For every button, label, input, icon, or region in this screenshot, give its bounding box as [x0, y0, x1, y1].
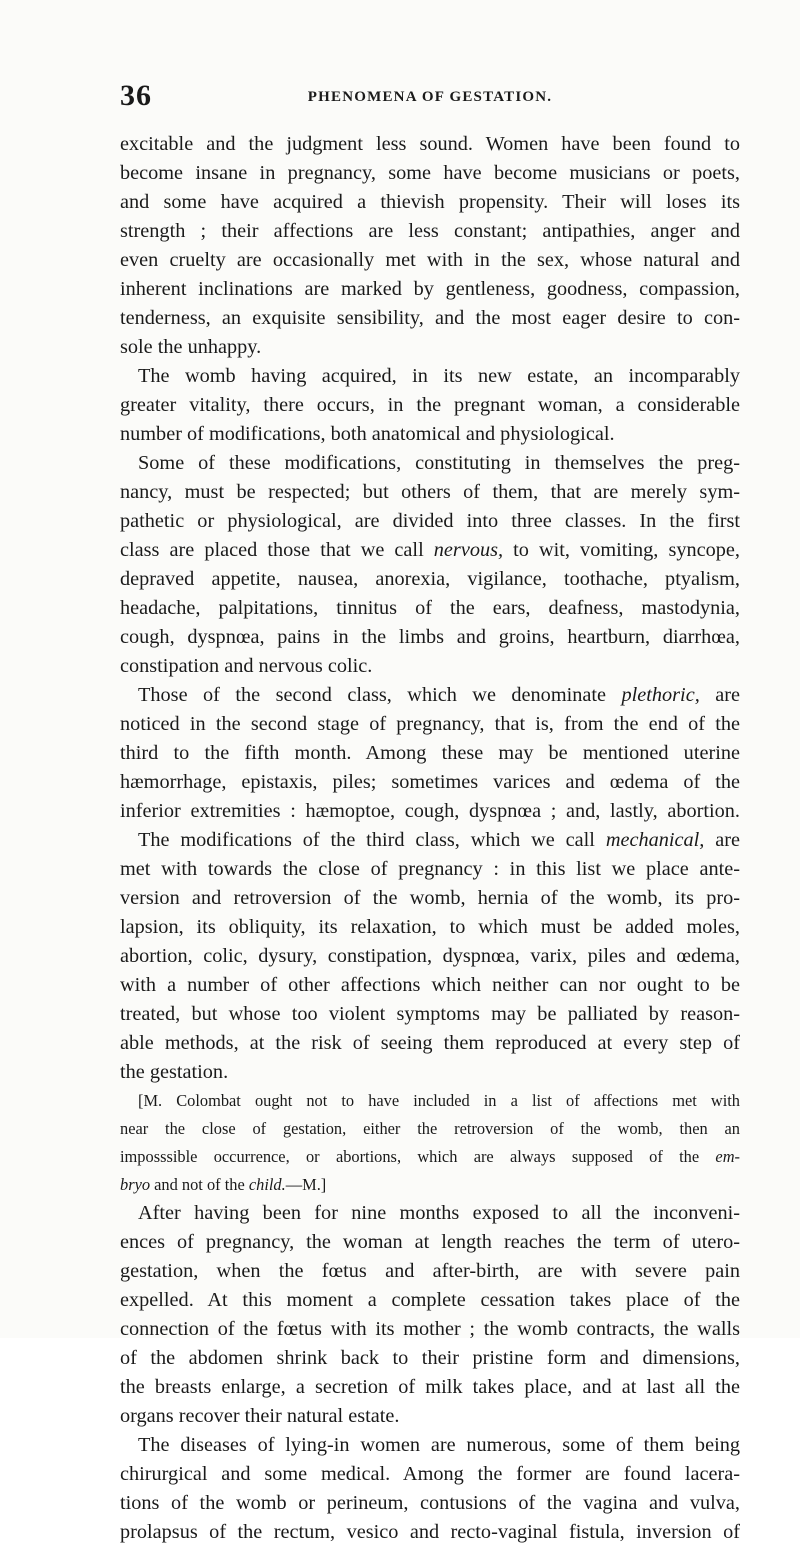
text-line: lapsion, its obliquity, its relaxation, to which must be added moles,: [120, 916, 740, 938]
text-line: with a number of other affections which neither can nor ought to be: [120, 974, 740, 996]
page-number: 36: [120, 79, 152, 112]
line-text: class are placed those that we call: [120, 539, 424, 561]
text-line: connection of the fœtus with its mother ; the womb contracts, the walls: [120, 1318, 740, 1340]
editor-note-line-with-italic: [120, 1143, 740, 1171]
line-text: are: [715, 684, 740, 706]
text-line: the breasts enlarge, a secretion of milk takes place, and at last all the: [120, 1376, 740, 1398]
text-line-with-italic: [120, 536, 740, 565]
text-line: abortion, colic, dysury, constipation, dyspnœa, varix, piles and œdema,: [120, 945, 740, 967]
editor-note-line: near the close of gestation, either the retroversion of the womb, then an: [120, 1119, 740, 1138]
text-line: even cruelty are occasionally met with in the sex, whose natural and: [120, 249, 740, 271]
italic-term-child: child.: [248, 1175, 286, 1194]
text-line: able methods, at the risk of seeing them reproduced at every step of: [120, 1032, 740, 1054]
text-line: chirurgical and some medical. Among the former are found lacera-: [120, 1463, 740, 1485]
line-text: Those of the second class, which we denominate: [138, 684, 607, 706]
line-text: imposssible occurrence, or abortions, which are always supposed of the: [120, 1147, 700, 1166]
text-line: The diseases of lying-in women are numerous, some of them being: [138, 1434, 740, 1456]
running-head: PHENOMENA OF GESTATION.: [307, 89, 553, 105]
text-line: strength ; their affections are less constant; antipathies, anger and: [120, 220, 740, 242]
text-line: The womb having acquired, in its new estate, an incomparably: [138, 365, 740, 387]
text-line-with-italic: [120, 681, 740, 710]
text-line: excitable and the judgment less sound. Women have been found to: [120, 133, 740, 155]
italic-term-embryo-a: em-: [715, 1147, 740, 1166]
text-line: nancy, must be respected; but others of them, that are merely sym-: [120, 481, 740, 503]
body-text: [120, 130, 740, 1547]
text-line: prolapsus of the rectum, vesico and recto-vaginal fistula, inversion of: [120, 1521, 740, 1543]
text-line: expelled. At this moment a complete cessation takes place of the: [120, 1289, 740, 1311]
italic-term-nervous: nervous,: [433, 539, 504, 561]
text-line: pathetic or physiological, are divided into three classes. In the first: [120, 510, 740, 532]
text-line: treated, but whose too violent symptoms may be palliated by reason-: [120, 1003, 740, 1025]
text-line: tions of the womb or perineum, contusions of the vagina and vulva,: [120, 1492, 740, 1514]
italic-term-embryo-b: bryo: [120, 1175, 151, 1194]
text-line: greater vitality, there occurs, in the pregnant woman, a considerable: [120, 394, 740, 416]
text-line: gestation, when the fœtus and after-birth, are with severe pain: [120, 1260, 740, 1282]
text-line: noticed in the second stage of pregnancy, that is, from the end of the: [120, 713, 740, 735]
line-text: The modifications of the third class, which we call: [138, 829, 595, 851]
text-line: Some of these modifications, constituting in themselves the preg-: [138, 452, 740, 474]
text-line: third to the fifth month. Among these may be mentioned uterine: [120, 742, 740, 764]
text-line: inherent inclinations are marked by gentleness, goodness, compassion,: [120, 278, 740, 300]
line-text: and not of the: [154, 1175, 245, 1194]
text-line: constipation and nervous colic.: [120, 655, 373, 677]
text-line: become insane in pregnancy, some have become musicians or poets,: [120, 162, 740, 184]
text-line: organs recover their natural estate.: [120, 1405, 400, 1427]
text-line: and some have acquired a thievish propensity. Their will loses its: [120, 191, 740, 213]
page-header: [120, 80, 740, 112]
text-line: met with towards the close of pregnancy : in this list we place ante-: [120, 858, 740, 880]
text-line-with-italic: [120, 826, 740, 855]
italic-term-mechanical: mechanical,: [605, 829, 705, 851]
line-text: are: [715, 829, 740, 851]
text-line: the gestation.: [120, 1061, 229, 1083]
text-line: hæmorrhage, epistaxis, piles; sometimes varices and œdema of the: [120, 771, 740, 793]
text-line: cough, dyspnœa, pains in the limbs and groins, heartburn, diarrhœa,: [120, 626, 740, 648]
text-line: version and retroversion of the womb, hernia of the womb, its pro-: [120, 887, 740, 909]
text-line: inferior extremities : hæmoptoe, cough, dyspnœa ; and, lastly, abortion.: [120, 800, 740, 822]
editor-note-line: [M. Colombat ought not to have included in a list of affections met with: [138, 1091, 740, 1110]
line-text: to wit, vomiting, syncope,: [513, 539, 740, 561]
editor-note-line-with-italic: [120, 1171, 740, 1199]
text-line: headache, palpitations, tinnitus of the ears, deafness, mastodynia,: [120, 597, 740, 619]
text-line: of the abdomen shrink back to their pristine form and dimensions,: [120, 1347, 740, 1369]
italic-term-plethoric: plethoric,: [621, 684, 700, 706]
text-line: number of modifications, both anatomical and physiological.: [120, 423, 615, 445]
text-line: depraved appetite, nausea, anorexia, vigilance, toothache, ptyalism,: [120, 568, 740, 590]
text-line: ences of pregnancy, the woman at length reaches the term of utero-: [120, 1231, 740, 1253]
text-line: tenderness, an exquisite sensibility, and the most eager desire to con-: [120, 307, 740, 329]
line-text: —M.]: [285, 1175, 327, 1194]
text-line: After having been for nine months exposed to all the inconveni-: [138, 1202, 740, 1224]
text-line: sole the unhappy.: [120, 336, 262, 358]
